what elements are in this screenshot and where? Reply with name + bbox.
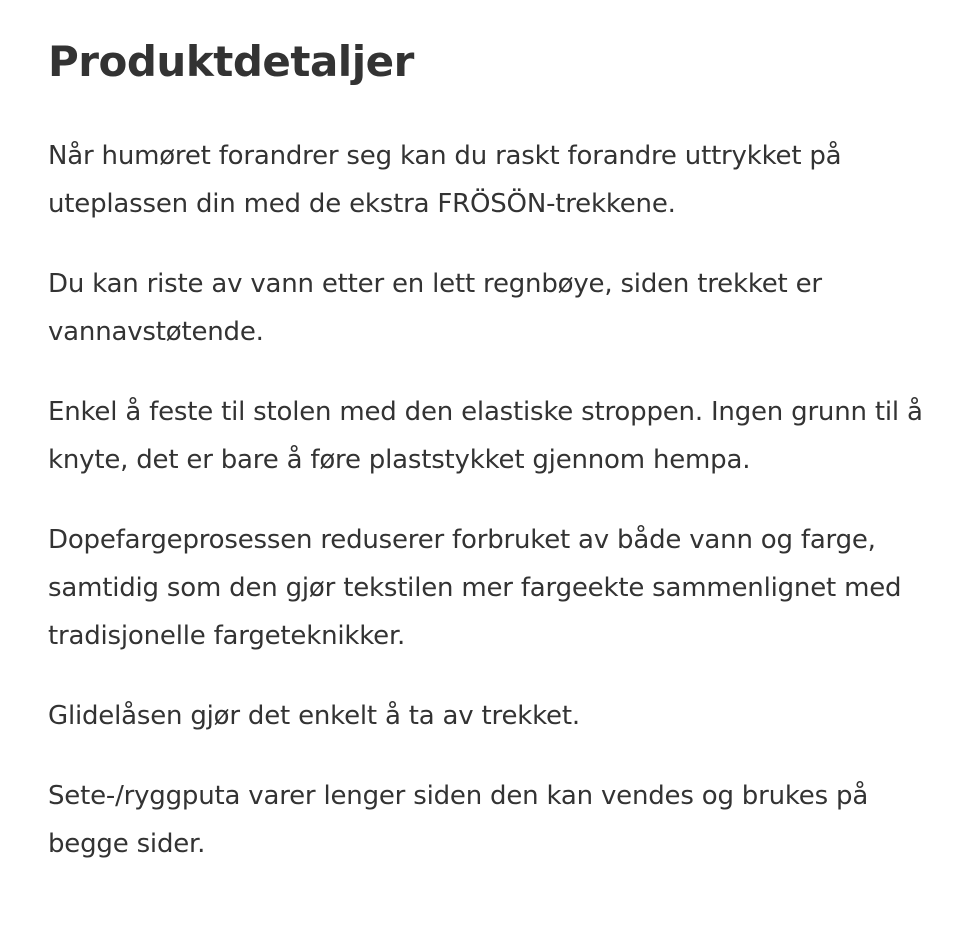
section-title: Produktdetaljer — [48, 37, 414, 86]
details-list — [48, 132, 938, 868]
detail-paragraph: Dopefargeprosessen reduserer forbruket av både vann og farge, samtidig som den gjør tekstilen mer fargeekte sammenlignet med tradisjonelle fargeteknikker. — [48, 525, 902, 651]
detail-paragraph: Når humøret forandrer seg kan du raskt forandre uttrykket på uteplassen din med de ekstra FRÖSÖN-trekkene. — [48, 141, 842, 219]
product-details-section — [48, 30, 938, 868]
detail-paragraph: Du kan riste av vann etter en lett regnbøye, siden trekket er vannavstøtende. — [48, 269, 822, 347]
detail-paragraph: Sete-/ryggputa varer lenger siden den kan vendes og brukes på begge sider. — [48, 781, 869, 859]
detail-paragraph: Enkel å feste til stolen med den elastiske stroppen. Ingen grunn til å knyte, det er bare å føre plaststykket gjennom hempa. — [48, 397, 923, 475]
detail-paragraph: Glidelåsen gjør det enkelt å ta av trekket. — [48, 701, 580, 731]
